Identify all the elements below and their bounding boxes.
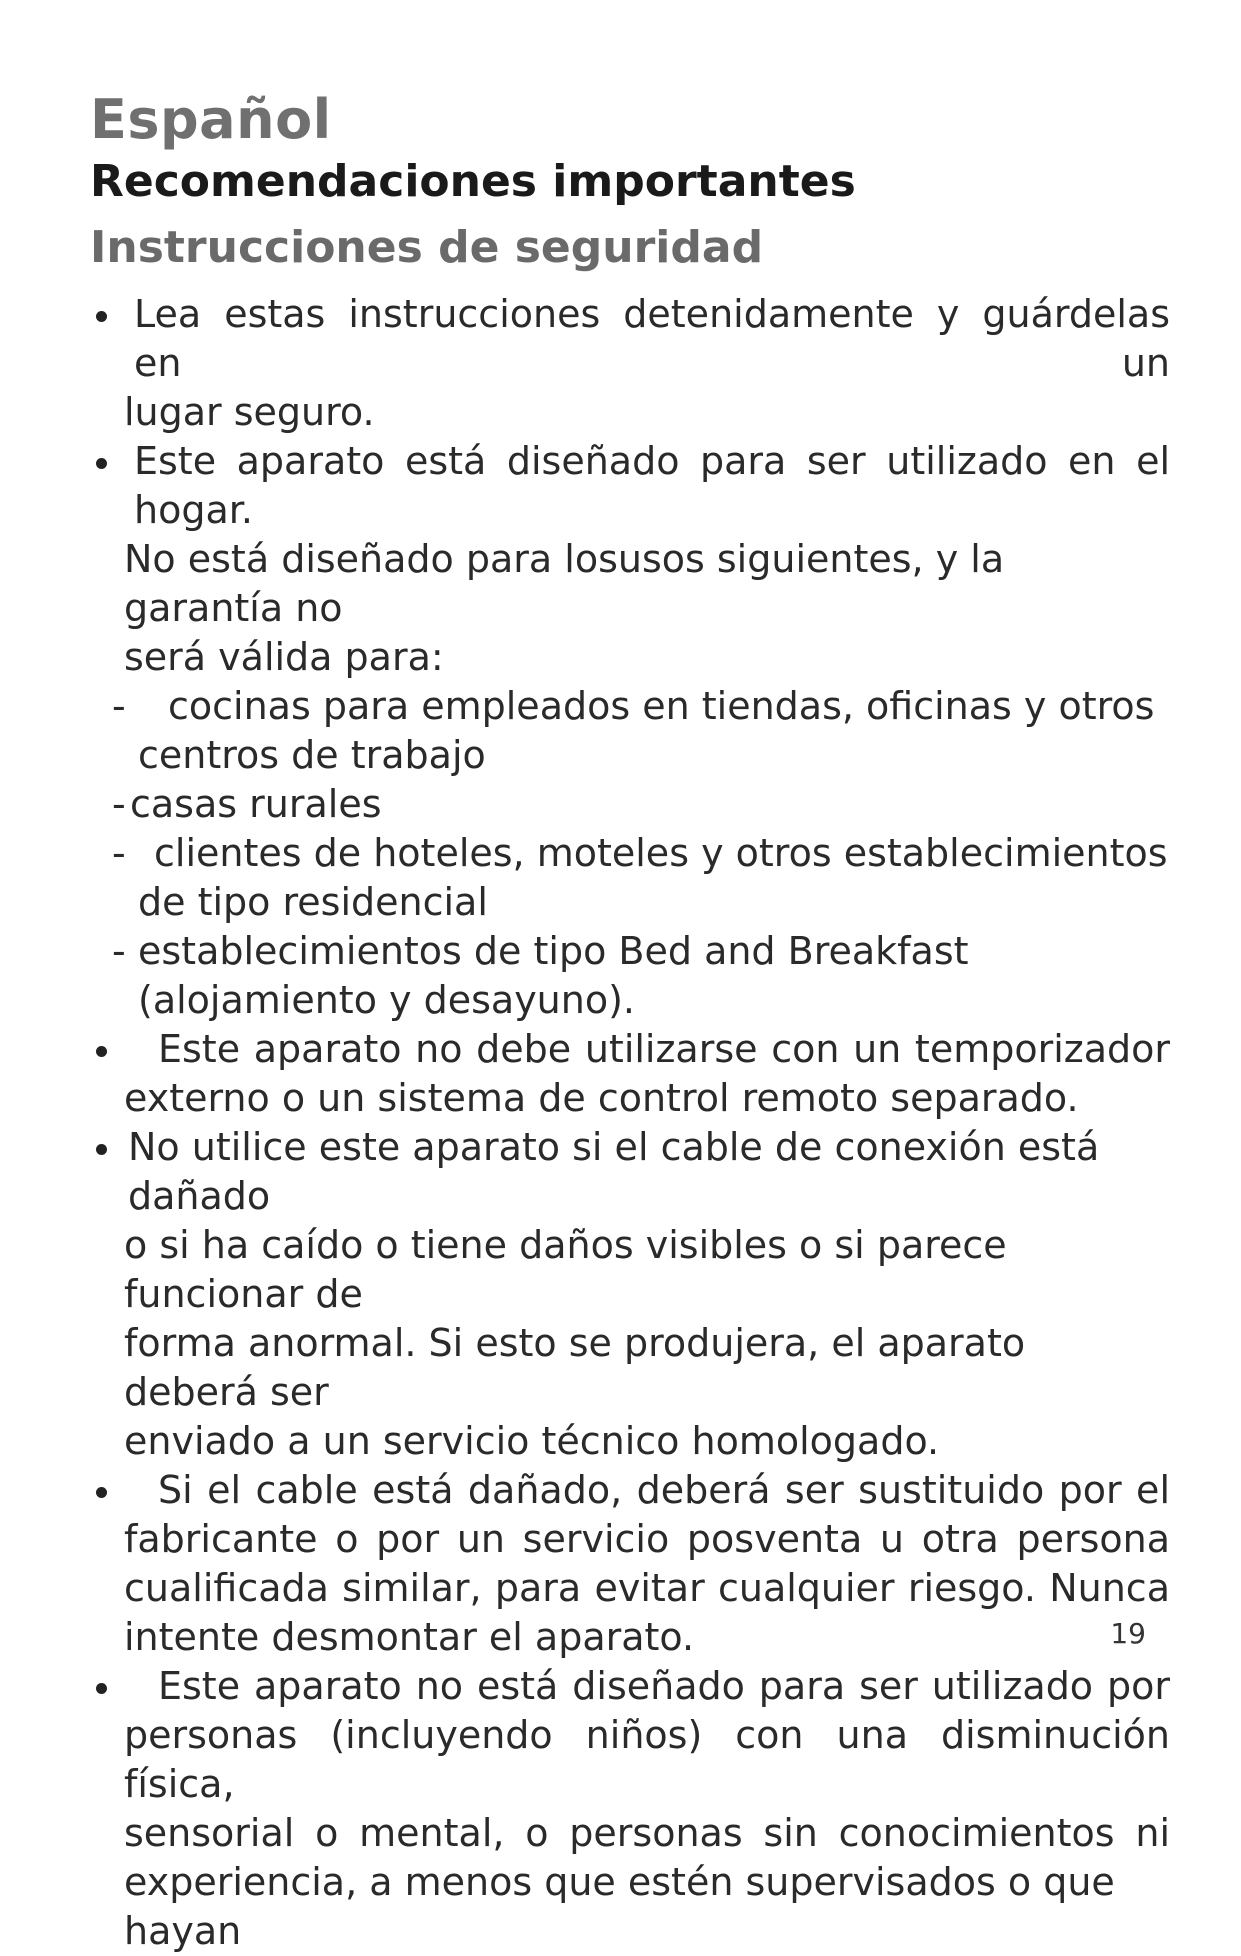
list-item [90,290,1170,437]
list-item-line: Este aparato no está diseñado para ser utilizado por [158,1664,1170,1708]
list-item-line: Lea estas instrucciones detenidamente y guárdelas en un [134,292,1170,385]
language-heading: Español [90,88,332,151]
list-item-line: será válida para: [124,635,444,679]
list-item-line: forma anormal. Si esto se produjera, el aparato deberá ser [124,1321,1026,1414]
list-item-line: experiencia, a menos que estén supervisados o que hayan [124,1860,1115,1953]
list-item-line: Este aparato no debe utilizarse con un temporizador [158,1027,1170,1071]
list-item-line: Si el cable está dañado, deberá ser sustituido por el [158,1468,1170,1512]
sub-list-item [90,682,1170,780]
list-item-line: establecimientos de tipo Bed and Breakfast (alojamiento [138,929,969,1022]
list-item-line: fabricante o por un servicio posventa u otra persona [124,1517,1170,1561]
section-subtitle: Instrucciones de seguridad [90,222,764,273]
list-item-line: casas rurales [130,782,382,826]
list-item [90,437,1170,682]
list-item-line: No utilice este aparato si el cable de conexión está dañado [128,1125,1100,1218]
list-item-line: externo o un sistema de control remoto separado. [124,1076,1079,1120]
list-item-line: cualificada similar, para evitar cualquier riesgo. Nunca [124,1566,1170,1610]
list-item [90,1466,1170,1662]
list-item-line: lugar seguro. [124,390,375,434]
sub-list-item [90,780,1170,829]
list-item [90,1123,1170,1466]
list-item-line: enviado a un servicio técnico homologado. [124,1419,940,1463]
list-item-line: y desayuno). [389,978,636,1022]
list-item [90,1662,1170,1956]
page-title: Recomendaciones importantes [90,156,856,207]
list-item-line: No está diseñado para losusos siguientes, y la garantía no [124,537,1005,630]
list-item-line: clientes de hoteles, moteles y otros establecimientos de [138,831,1168,924]
sub-list-item [90,927,1170,1025]
list-item-line: Este aparato está diseñado para ser utilizado en el hogar. [134,439,1170,532]
page-number: 19 [1110,1617,1146,1650]
list-item-line: cocinas para empleados en tiendas, oficinas y otros [168,684,1155,728]
list-item-line: personas (incluyendo niños) con una disminución física, [124,1713,1170,1806]
list-item-line: o si ha caído o tiene daños visibles o si parece funcionar de [124,1223,1007,1316]
list-item-line: sensorial o mental, o personas sin conocimientos ni [124,1811,1170,1855]
list-item-line: tipo residencial [197,880,488,924]
sub-list-item [90,829,1170,927]
list-item [90,1025,1170,1123]
instructions-list [90,290,1170,1956]
list-item-line: centros de trabajo [138,733,486,777]
list-item-line: intente desmontar el aparato. [124,1615,695,1659]
